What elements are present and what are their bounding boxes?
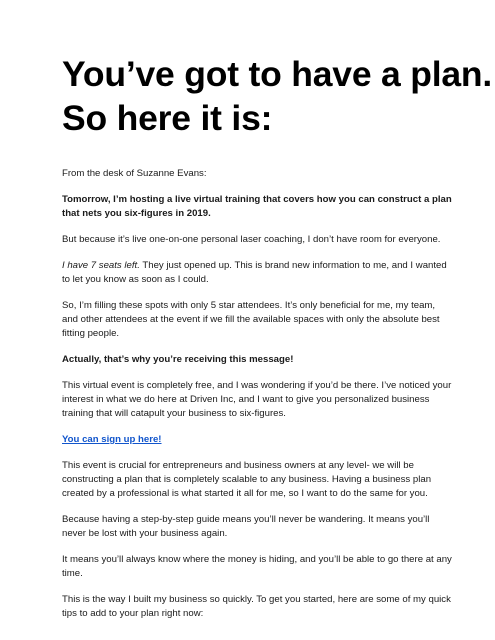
why-paragraph: Actually, that’s why you’re receiving this message! bbox=[62, 354, 294, 365]
from-line: From the desk of Suzanne Evans: bbox=[62, 168, 207, 179]
guide-paragraph: Because having a step-by-step guide means you’ll never be wandering. It means you’ll never be lost with your business again. bbox=[62, 514, 430, 539]
signup-link[interactable]: You can sign up here! bbox=[62, 434, 162, 445]
intro-paragraph: Tomorrow, I’m hosting a live virtual training that covers how you can construct a plan that nets you six-figures in 2019. bbox=[62, 194, 452, 219]
title-line-2: So here it is: bbox=[62, 98, 273, 138]
no-room-paragraph: But because it’s live one-on-one personal laser coaching, I don’t have room for everyone. bbox=[62, 234, 441, 245]
filling-paragraph: So, I’m filling these spots with only 5 star attendees. It’s only beneficial for me, my team, and other attendees at the event if we fill the available spaces with only the absolute best fitting people. bbox=[62, 300, 440, 339]
crucial-paragraph: This event is crucial for entrepreneurs and business owners at any level- we will be constructing a plan that is completely scalable to any business. Having a business plan created by a professional is what started it all for me, so I want to do the same for you. bbox=[62, 460, 432, 499]
signup-paragraph bbox=[62, 433, 452, 447]
title-line-1: You’ve got to have a plan. bbox=[62, 54, 493, 94]
free-event-paragraph: This virtual event is completely free, and I was wondering if you’d be there. I’ve noticed your interest in what we do here at Driven Inc, and I want to give you personalized business training that will catapult your business to six-figures. bbox=[62, 380, 452, 419]
page-title bbox=[62, 52, 493, 140]
seats-rest-text: They just opened up. This is brand new information to me, and I wanted to let you know as soon as I could. bbox=[62, 260, 447, 285]
tips-paragraph: This is the way I built my business so quickly. To get you started, here are some of my quick tips to add to your plan right now: bbox=[62, 594, 451, 619]
seats-paragraph bbox=[62, 259, 452, 287]
seats-left-text: I have 7 seats left. bbox=[62, 260, 140, 271]
document-page bbox=[62, 52, 493, 633]
money-paragraph: It means you’ll always know where the money is hiding, and you’ll be able to go there at any time. bbox=[62, 554, 452, 579]
